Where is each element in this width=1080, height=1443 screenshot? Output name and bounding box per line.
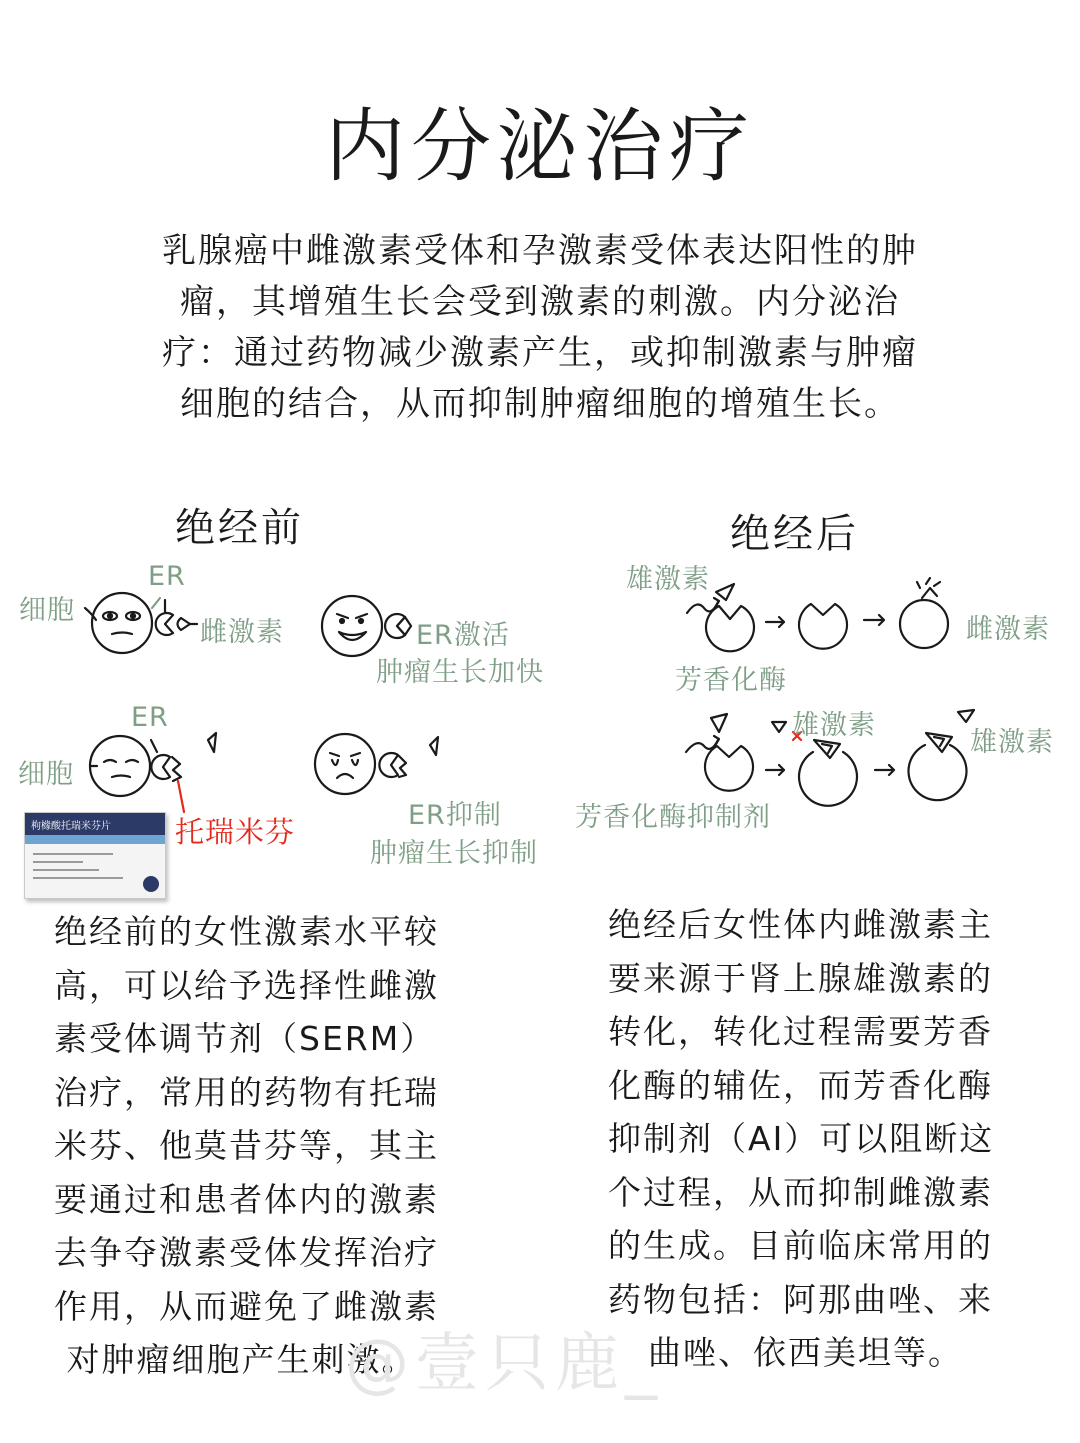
inhibitor-molecule xyxy=(772,722,786,732)
paragraph-line: 药物包括：阿那曲唑、来 xyxy=(608,1279,993,1319)
tamoxifen-pointer xyxy=(178,781,184,812)
paragraph-line: 米芬、他莫昔芬等，其主 xyxy=(54,1126,439,1165)
arrow-3 xyxy=(766,765,784,775)
watermark: @壹只鹿_ xyxy=(345,1327,663,1401)
drug-box-text: 枸橼酸托瑞米芬片 xyxy=(31,821,111,832)
pre-er-receptor-1 xyxy=(156,600,173,635)
aromatase-cell-4 xyxy=(705,746,753,791)
pre-cell-normal xyxy=(92,593,152,653)
aromatase-cell-5 xyxy=(799,752,857,806)
paragraph-line: 化酶的辅佐，而芳香化酶 xyxy=(608,1065,993,1105)
label-androgen-2: 雄激素 xyxy=(792,710,876,741)
aromatase-cell-3 xyxy=(900,600,948,648)
paragraph-line: 个过程，从而抑制雌激素 xyxy=(608,1172,993,1212)
label-er-inhibit: ER抑制 xyxy=(408,800,502,831)
drug-box-image xyxy=(24,812,166,899)
aromatase-cell-2 xyxy=(799,604,847,649)
androgen-molecule-2 xyxy=(711,714,727,732)
label-androgen-1: 雄激素 xyxy=(626,564,710,595)
paragraph-line: 绝经后女性体内雌激素主 xyxy=(608,905,993,944)
label-growth-inhibit: 肿瘤生长抑制 xyxy=(370,838,538,869)
estrogen-molecule-3 xyxy=(430,737,438,755)
paragraph-line: 去争夺激素受体发挥治疗 xyxy=(54,1233,439,1272)
paragraph-line: 治疗，常用的药物有托瑞 xyxy=(54,1072,439,1112)
paragraph-line: 抑制剂（AI）可以阻断这 xyxy=(608,1119,995,1158)
label-tamoxifen: 托瑞米芬 xyxy=(175,815,296,849)
estrogen-molecule-2 xyxy=(208,733,216,752)
tamoxifen-molecule xyxy=(172,757,181,781)
androgen-molecule-1 xyxy=(716,584,734,600)
paragraph-line: 曲唑、依西美坦等。 xyxy=(648,1333,963,1372)
pre-er-active xyxy=(385,614,411,638)
androgen-arrowhead-1 xyxy=(714,598,719,606)
label-cell-2: 细胞 xyxy=(18,759,74,790)
label-cell-1: 细胞 xyxy=(19,595,75,626)
intro-line: 疗：通过药物减少激素产生，或抑制激素与肿瘤 xyxy=(162,333,918,373)
pre-cell-calm xyxy=(90,736,150,796)
label-androgen-3: 雄激素 xyxy=(970,727,1054,758)
aromatase-cell-6 xyxy=(909,745,967,800)
arrow-1 xyxy=(766,617,784,627)
pre-er-blocked xyxy=(379,753,406,777)
inhibitor-bound xyxy=(814,740,840,758)
label-estrogen-1: 雌激素 xyxy=(200,617,284,648)
label-growth-fast: 肿瘤生长加快 xyxy=(376,657,544,688)
pre-cell-sad xyxy=(315,734,375,794)
paragraph-line: 素受体调节剂（SERM） xyxy=(54,1019,436,1058)
postmenopausal-title: 绝经后 xyxy=(730,511,859,557)
label-aromatase: 芳香化酶 xyxy=(675,665,787,696)
drug-logo-icon xyxy=(143,876,159,892)
paragraph-line: 转化，转化过程需要芳香 xyxy=(608,1012,993,1051)
er-pointer-1 xyxy=(152,598,160,608)
paragraph-line: 作用，从而避免了雌激素 xyxy=(54,1286,439,1326)
label-er-active: ER激活 xyxy=(416,620,510,651)
er-pointer-2 xyxy=(151,740,157,752)
estrogen-molecule-1 xyxy=(178,618,191,630)
paragraph-line: 要通过和患者体内的激素 xyxy=(54,1179,439,1219)
premenopausal-title: 绝经前 xyxy=(175,505,304,551)
label-er-2: ER xyxy=(131,702,169,733)
androgen-arrow-2 xyxy=(686,740,718,752)
paragraph-line: 绝经前的女性激素水平较 xyxy=(54,912,439,951)
paragraph-line: 要来源于肾上腺雄激素的 xyxy=(608,958,993,998)
intro-line: 瘤，其增殖生长会受到激素的刺激。内分泌治 xyxy=(180,282,900,322)
page-title: 内分泌治疗 xyxy=(325,100,755,193)
intro-line: 细胞的结合，从而抑制肿瘤细胞的增殖生长。 xyxy=(180,384,900,424)
aromatase-cell-1 xyxy=(706,606,754,651)
arrow-4 xyxy=(875,765,894,775)
estrogen-release xyxy=(917,578,940,598)
paragraph-line: 的生成。目前临床常用的 xyxy=(608,1226,993,1265)
pre-er-receptor-2 xyxy=(151,755,170,779)
label-aromatase-inhibitor: 芳香化酶抑制剂 xyxy=(575,802,771,833)
label-er-1: ER xyxy=(148,561,186,592)
label-estrogen-post: 雌激素 xyxy=(966,614,1050,645)
inhibitor-bound-2 xyxy=(926,733,952,752)
paragraph-line: 高，可以给予选择性雌激 xyxy=(54,965,439,1005)
intro-line: 乳腺癌中雌激素受体和孕激素受体表达阳性的肿 xyxy=(162,231,918,271)
paragraph-line: 对肿瘤细胞产生刺激。 xyxy=(54,1340,417,1379)
androgen-arrowhead-2 xyxy=(714,736,719,744)
postmenopausal-paragraph xyxy=(608,898,994,1380)
arrow-2 xyxy=(864,615,884,625)
pre-cell-happy xyxy=(322,596,382,656)
